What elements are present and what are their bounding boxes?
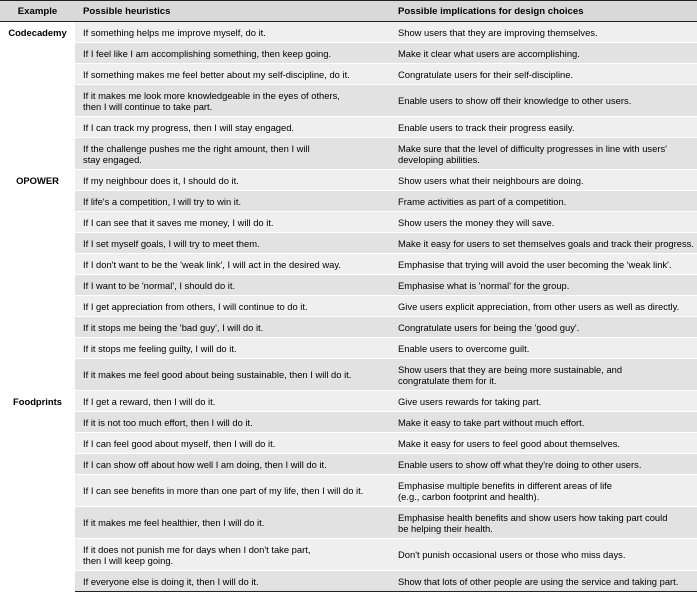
table-row [0, 475, 697, 507]
table-row [0, 233, 697, 254]
implication-cell [390, 85, 697, 117]
implication-text: Congratulate users for being the 'good guy'. [398, 321, 580, 333]
table-row [0, 433, 697, 454]
implication-text: Emphasise that trying will avoid the user becoming the 'weak link'. [398, 258, 672, 270]
table-row [0, 317, 697, 338]
heuristic-text: If my neighbour does it, I should do it. [83, 174, 239, 186]
table-row [0, 571, 697, 592]
implication-text: Emphasise multiple benefits in different areas of life [398, 479, 613, 491]
heuristic-cell [75, 22, 390, 43]
implication-text: Make it easy to take part without much effort. [398, 416, 585, 428]
table-row [0, 507, 697, 539]
heuristic-cell [75, 296, 390, 317]
implication-cell [390, 296, 697, 317]
heuristic-text: If I want to be 'normal', I should do it. [83, 279, 236, 291]
heuristic-text: If something makes me feel better about my self-discipline, do it. [83, 68, 350, 80]
implication-text: congratulate them for it. [398, 374, 497, 386]
implication-cell [390, 539, 697, 571]
heuristic-text: If it is not too much effort, then I will do it. [83, 416, 253, 428]
heuristic-text: If it makes me feel healthier, then I will do it. [83, 517, 265, 528]
implication-text: Make sure that the level of difficulty progresses in line with users' [398, 142, 667, 154]
table-row [0, 275, 697, 296]
implication-text: Show users that they are improving themselves. [398, 26, 598, 38]
implication-text: Congratulate users for their self-discipline. [398, 68, 574, 80]
implication-cell [390, 412, 697, 433]
heuristic-text: If life's a competition, I will try to win it. [83, 195, 242, 207]
table-row [0, 138, 697, 170]
heuristic-text: If it makes me look more knowledgeable in the eyes of others, [83, 89, 340, 101]
implication-cell [390, 212, 697, 233]
heuristic-text: If something helps me improve myself, do it. [83, 26, 266, 38]
heuristic-text: If I can show off about how well I am doing, then I will do it. [83, 458, 327, 470]
group-label: Codecademy [0, 22, 75, 170]
heuristic-cell [75, 454, 390, 475]
table-row [0, 412, 697, 433]
heuristic-text: If everyone else is doing it, then I will do it. [83, 575, 259, 587]
table-row [0, 338, 697, 359]
table-row [0, 539, 697, 571]
heuristic-cell [75, 64, 390, 85]
heuristic-cell [75, 254, 390, 275]
implication-text: Enable users to show off their knowledge to other users. [398, 95, 632, 106]
heuristic-cell [75, 170, 390, 191]
heuristic-text: If it stops me being the 'bad guy', I will do it. [83, 321, 264, 333]
heuristic-text: If it makes me feel good about being sustainable, then I will do it. [83, 369, 352, 380]
table-row [0, 117, 697, 138]
implication-text: Emphasise what is 'normal' for the group. [398, 279, 570, 291]
header-implications: Possible implications for design choices [390, 1, 697, 22]
table-row [0, 359, 697, 391]
implication-cell [390, 233, 697, 254]
implication-text: Make it easy for users to set themselves goals and track their progress. [398, 237, 694, 249]
heuristic-text: If I get appreciation from others, I will continue to do it. [83, 300, 308, 312]
implication-text: Show users the money they will save. [398, 216, 555, 228]
implication-text: Frame activities as part of a competition. [398, 195, 567, 207]
implication-cell [390, 22, 697, 43]
table-row [0, 212, 697, 233]
heuristic-text: If I set myself goals, I will try to meet them. [83, 237, 260, 249]
implication-text: Emphasise health benefits and show users how taking part could [398, 511, 668, 523]
heuristic-cell [75, 391, 390, 412]
heuristic-text: If I can see benefits in more than one part of my life, then I will do it. [83, 485, 364, 496]
heuristic-text: If I can feel good about myself, then I will do it. [83, 437, 276, 449]
implication-cell [390, 359, 697, 391]
heuristic-cell [75, 191, 390, 212]
heuristic-cell [75, 433, 390, 454]
heuristic-text: If I don't want to be the 'weak link', I will act in the desired way. [83, 258, 341, 270]
table-row [0, 191, 697, 212]
header-heuristics: Possible heuristics [75, 1, 390, 22]
heuristic-cell [75, 412, 390, 433]
heuristic-cell [75, 275, 390, 296]
implication-text: Give users explicit appreciation, from other users as well as directly. [398, 300, 680, 312]
heuristic-cell [75, 317, 390, 338]
table-row [0, 43, 697, 64]
implication-text: be helping their health. [398, 522, 493, 534]
header-example: Example [0, 1, 75, 22]
implication-text: Give users rewards for taking part. [398, 395, 542, 407]
heuristic-cell [75, 117, 390, 138]
implication-text: (e.g., carbon footprint and health). [398, 490, 540, 502]
heuristic-text: If I can track my progress, then I will stay engaged. [83, 121, 295, 133]
group-label: Foodprints [0, 391, 75, 592]
header-row [0, 1, 697, 22]
implication-text: Show users that they are being more sustainable, and [398, 363, 623, 375]
heuristic-cell [75, 212, 390, 233]
heuristic-cell [75, 571, 390, 592]
heuristic-text: If I can see that it saves me money, I will do it. [83, 216, 274, 228]
heuristic-cell [75, 43, 390, 64]
implication-text: Show users what their neighbours are doing. [398, 174, 584, 186]
implication-text: Make it clear what users are accomplishing. [398, 47, 580, 59]
heuristic-cell [75, 475, 390, 507]
heuristic-cell [75, 507, 390, 539]
implication-text: developing abilities. [398, 153, 480, 165]
heuristic-text: If the challenge pushes me the right amount, then I will [83, 142, 310, 154]
heuristic-text: stay engaged. [83, 153, 142, 165]
table-row [0, 170, 697, 191]
implication-cell [390, 43, 697, 64]
heuristic-cell [75, 359, 390, 391]
implication-text: Enable users to show off what they're doing to other users. [398, 458, 642, 470]
implication-cell [390, 571, 697, 592]
implication-cell [390, 254, 697, 275]
heuristic-text: If it does not punish me for days when I don't take part, [83, 543, 311, 555]
implication-cell [390, 507, 697, 539]
heuristic-cell [75, 539, 390, 571]
implication-text: Enable users to overcome guilt. [398, 342, 530, 354]
heuristic-cell [75, 233, 390, 254]
table-row [0, 254, 697, 275]
table-body [0, 22, 697, 592]
implication-text: Show that lots of other people are using the service and taking part. [398, 575, 679, 587]
implication-text: Don't punish occasional users or those who miss days. [398, 549, 626, 560]
table-row [0, 296, 697, 317]
heuristic-cell [75, 85, 390, 117]
heuristic-text: If I feel like I am accomplishing something, then keep going. [83, 47, 332, 59]
implication-text: Make it easy for users to feel good about themselves. [398, 437, 620, 449]
implication-cell [390, 138, 697, 170]
implication-cell [390, 433, 697, 454]
implication-text: Enable users to track their progress easily. [398, 121, 575, 133]
heuristic-text: If it stops me feeling guilty, I will do it. [83, 342, 237, 354]
implication-cell [390, 117, 697, 138]
implication-cell [390, 475, 697, 507]
implication-cell [390, 454, 697, 475]
implication-cell [390, 391, 697, 412]
implication-cell [390, 317, 697, 338]
table-row [0, 391, 697, 412]
heuristic-cell [75, 138, 390, 170]
heuristic-text: then I will keep going. [83, 554, 174, 566]
group-label: OPOWER [0, 170, 75, 391]
implication-cell [390, 64, 697, 85]
heuristic-text: If I get a reward, then I will do it. [83, 395, 216, 407]
implication-cell [390, 338, 697, 359]
table-row [0, 454, 697, 475]
table-row [0, 85, 697, 117]
implication-cell [390, 170, 697, 191]
table-row [0, 64, 697, 85]
table-row [0, 22, 697, 43]
heuristic-text: then I will continue to take part. [83, 100, 213, 112]
implication-cell [390, 275, 697, 296]
implication-cell [390, 191, 697, 212]
heuristic-cell [75, 338, 390, 359]
